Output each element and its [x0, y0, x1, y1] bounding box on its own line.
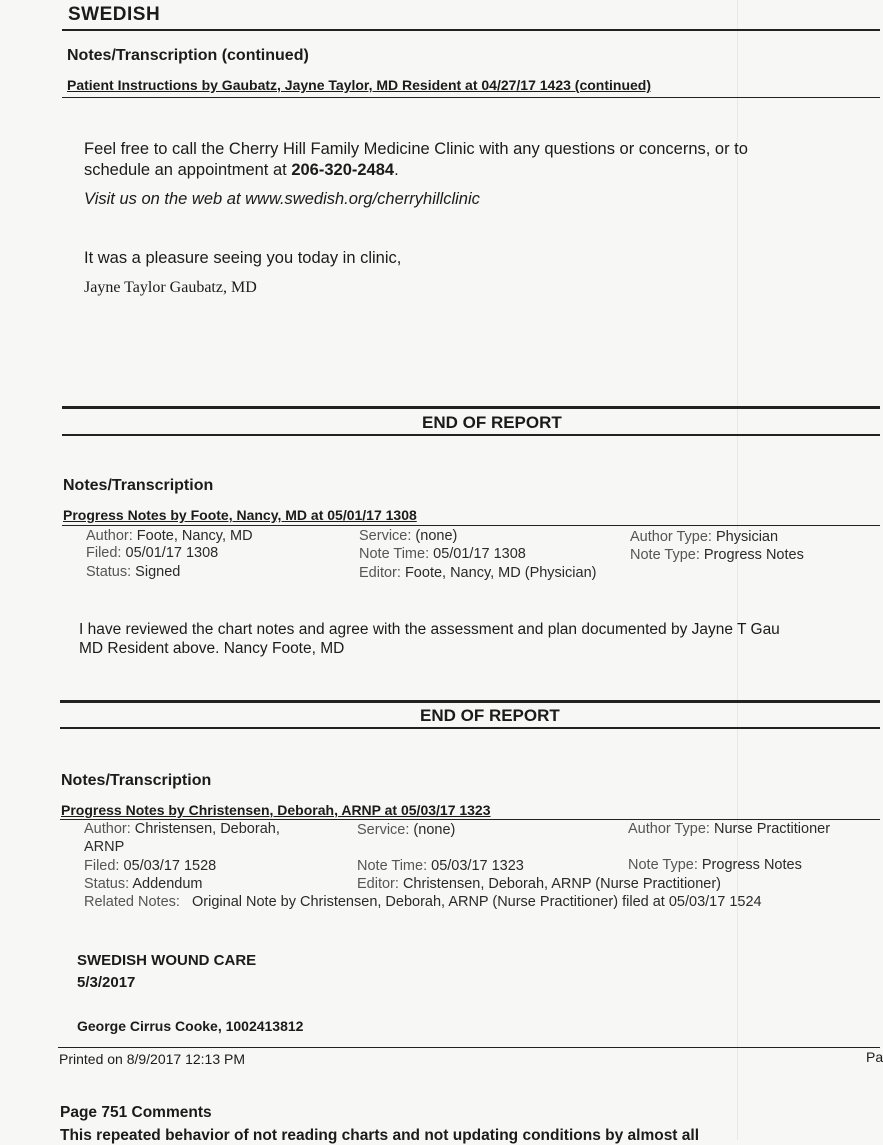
- note1-status-label: Status:: [86, 564, 132, 580]
- printed-on: Printed on 8/9/2017 12:13 PM: [59, 1051, 246, 1067]
- note2-related-notes: [84, 894, 762, 910]
- note1-author-value: Foote, Nancy, MD: [136, 528, 253, 544]
- note2-note-time-value: 05/03/17 1323: [431, 858, 524, 874]
- note1-service-value: (none): [415, 528, 458, 544]
- note1-title-rule: [62, 525, 880, 526]
- note2-editor-label: Editor:: [357, 876, 399, 892]
- subtitle-rule: [62, 97, 880, 98]
- note1-author-label: Author:: [86, 528, 133, 544]
- note2-title-rule: [60, 819, 880, 820]
- note2-date: 5/3/2017: [77, 974, 136, 991]
- instructions-line-1: Feel free to call the Cherry Hill Family Medicine Clinic with any questions or concerns, or to: [84, 140, 748, 158]
- note2-note-time: [357, 858, 524, 874]
- note2-author: [84, 821, 280, 837]
- note1-editor: [359, 565, 596, 581]
- paper-fold-line: [737, 0, 738, 1140]
- note1-text-line-1: I have reviewed the chart notes and agree with the assessment and plan documented by Jayne T Gau: [79, 621, 780, 638]
- end-of-report-1: END OF REPORT: [422, 413, 562, 432]
- note1-author-type-value: Physician: [715, 529, 779, 545]
- note2-filed-label: Filed:: [84, 858, 120, 874]
- note1-note-type-value: Progress Notes: [703, 547, 804, 563]
- note2-author-type-label: Author Type:: [628, 821, 710, 837]
- note1-filed: [86, 545, 218, 561]
- note2-author-continued: ARNP: [84, 839, 125, 855]
- comments-title: Page 751 Comments: [60, 1104, 212, 1121]
- note1-filed-value: 05/01/17 1308: [125, 545, 219, 561]
- instructions-line-2: [84, 161, 399, 180]
- header-rule: [62, 29, 880, 31]
- note2-note-type: [628, 857, 802, 873]
- note2-patient: George Cirrus Cooke, 1002413812: [77, 1018, 304, 1034]
- note2-service-value: (none): [413, 822, 456, 838]
- note1-author-type: [630, 529, 778, 545]
- note2-filed-value: 05/03/17 1528: [123, 858, 217, 874]
- note2-author-label: Author:: [84, 821, 131, 837]
- note2-related-value: Original Note by Christensen, Deborah, ARNP (Nurse Practitioner) filed at 05/03/17 1524: [192, 894, 762, 910]
- note2-related-label: Related Notes:: [84, 894, 180, 910]
- signature: Jayne Taylor Gaubatz, MD: [84, 279, 257, 296]
- page-number-partial: Pa: [866, 1049, 883, 1065]
- note1-filed-label: Filed:: [86, 545, 122, 561]
- comments-text: This repeated behavior of not reading charts and not updating conditions by almost all: [60, 1127, 700, 1144]
- note1-note-type-label: Note Type:: [630, 547, 700, 563]
- footer-rule: [58, 1047, 880, 1048]
- note2-title: Progress Notes by Christensen, Deborah, ARNP at 05/03/17 1323: [61, 802, 491, 818]
- web-line: Visit us on the web at www.swedish.org/cherryhillclinic: [84, 190, 480, 208]
- end-report-rule-bottom-1: [62, 434, 880, 436]
- instructions-line-2-prefix: schedule an appointment at: [84, 161, 292, 179]
- end-report-rule-top-2: [60, 700, 880, 703]
- note1-service-label: Service:: [359, 528, 412, 544]
- note2-note-type-value: Progress Notes: [701, 857, 802, 873]
- note1-note-time: [359, 546, 526, 562]
- note2-filed: [84, 858, 216, 874]
- note1-author: [86, 528, 253, 544]
- instructions-line-2-suffix: .: [394, 161, 399, 179]
- note2-note-time-label: Note Time:: [357, 858, 428, 874]
- note1-author-type-label: Author Type:: [630, 529, 712, 545]
- end-report-rule-bottom-2: [60, 727, 880, 729]
- closing-line: It was a pleasure seeing you today in clinic,: [84, 249, 402, 267]
- note1-service: [359, 528, 457, 544]
- note2-status: [84, 876, 203, 892]
- note2-author-value-1: Christensen, Deborah,: [134, 821, 280, 837]
- note1-section-title: Notes/Transcription: [63, 477, 214, 494]
- note2-status-value: Addendum: [132, 876, 203, 892]
- note2-service-label: Service:: [357, 822, 410, 838]
- note1-editor-value: Foote, Nancy, MD (Physician): [404, 565, 597, 581]
- section-title-continued: Notes/Transcription (continued): [67, 47, 309, 64]
- note2-clinic-name: SWEDISH WOUND CARE: [77, 952, 257, 969]
- clinic-phone: 206-320-2484: [291, 161, 395, 179]
- note2-editor-value: Christensen, Deborah, ARNP (Nurse Practitioner): [402, 876, 722, 892]
- note2-author-type: [628, 821, 830, 837]
- org-header: SWEDISH: [68, 4, 161, 25]
- note1-status: [86, 564, 180, 580]
- note1-text-line-2: MD Resident above. Nancy Foote, MD: [79, 640, 345, 657]
- note1-note-type: [630, 547, 804, 563]
- note1-status-value: Signed: [135, 564, 181, 580]
- note2-editor: [357, 876, 721, 892]
- note2-status-label: Status:: [84, 876, 130, 892]
- note2-section-title: Notes/Transcription: [61, 772, 212, 789]
- note1-title: Progress Notes by Foote, Nancy, MD at 05/01/17 1308: [63, 507, 417, 523]
- note1-editor-label: Editor:: [359, 565, 401, 581]
- note1-note-time-label: Note Time:: [359, 546, 430, 562]
- end-of-report-2: END OF REPORT: [420, 706, 560, 725]
- note2-service: [357, 822, 455, 838]
- note2-note-type-label: Note Type:: [628, 857, 698, 873]
- note1-note-time-value: 05/01/17 1308: [433, 546, 526, 562]
- end-report-rule-top-1: [62, 406, 880, 409]
- patient-instructions-title: Patient Instructions by Gaubatz, Jayne Taylor, MD Resident at 04/27/17 1423 (continued): [67, 77, 652, 93]
- note2-author-type-value: Nurse Practitioner: [713, 821, 831, 837]
